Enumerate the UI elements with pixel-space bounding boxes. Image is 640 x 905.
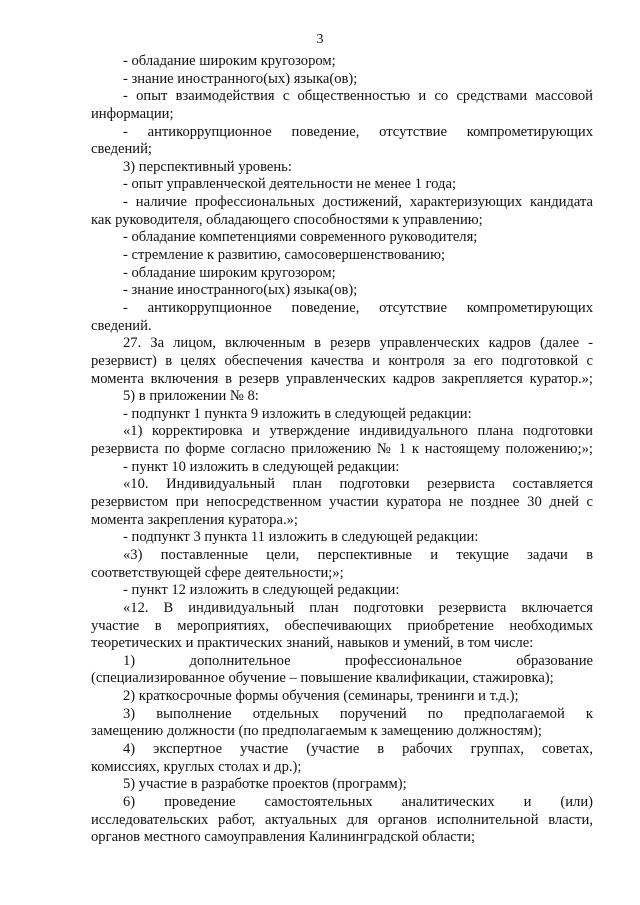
text-line: как руководителя, обладающего способностями к управлению; — [91, 211, 483, 228]
text-line: - подпункт 3 пункта 11 изложить в следующей редакции: — [123, 529, 479, 546]
text-line: - наличие профессиональных достижений, характеризующих кандидата — [123, 194, 593, 211]
text-line: резервиста по форме согласно приложению № 1 к настоящему положению;»; — [91, 441, 593, 458]
text-line: 2) краткосрочные формы обучения (семинары, тренинги и т.д.); — [123, 688, 519, 705]
text-line: - пункт 12 изложить в следующей редакции: — [123, 582, 400, 599]
text-line: - антикоррупционное поведение, отсутствие компрометирующих — [123, 123, 593, 140]
text-line: 4) экспертное участие (участие в рабочих группах, советах, — [123, 740, 593, 757]
text-line: «12. В индивидуальный план подготовки резервиста включается — [123, 599, 593, 616]
text-line: 6) проведение самостоятельных аналитических и (или) — [123, 793, 593, 810]
text-line: - опыт управленческой деятельности не менее 1 года; — [123, 176, 457, 193]
text-line: момента закрепления куратора.»; — [91, 511, 298, 528]
text-line: - обладание широким кругозором; — [123, 53, 336, 69]
text-line: «1) корректировка и утверждение индивидуального плана подготовки — [123, 423, 593, 440]
text-line: - обладание компетенциями современного руководителя; — [123, 229, 478, 246]
text-line: замещению должности (по предполагаемым к замещению должностям); — [91, 723, 542, 740]
text-line: органов местного самоуправления Калининградской области; — [91, 829, 476, 846]
text-line: - подпункт 1 пункта 9 изложить в следующей редакции: — [123, 405, 472, 422]
page-number: 3 — [316, 32, 324, 47]
text-line: 3) выполнение отдельных поручений по предполагаемой к — [123, 705, 593, 722]
document-body — [91, 53, 593, 847]
text-line: сведений. — [91, 317, 152, 334]
text-line: сведений; — [91, 141, 152, 158]
text-line: соответствующей сфере деятельности;»; — [91, 564, 344, 581]
text-line: участие в мероприятиях, обеспечивающих приобретение необходимых — [91, 617, 593, 634]
text-line: информации; — [91, 105, 174, 122]
text-line: - опыт взаимодействия с общественностью и со средствами массовой — [123, 88, 593, 105]
text-line: комиссиях, круглых столах и др.); — [91, 758, 302, 775]
text-line: 5) в приложении № 8: — [123, 388, 259, 405]
text-line: - антикоррупционное поведение, отсутствие компрометирующих — [123, 299, 593, 316]
text-line: 27. За лицом, включенным в резерв управленческих кадров (далее - — [123, 335, 593, 352]
text-line: (специализированное обучение – повышение квалификации, стажировка); — [91, 670, 554, 687]
text-line: - знание иностранного(ых) языка(ов); — [123, 70, 358, 87]
text-line: момента включения в резерв управленческих кадров закрепляется куратор.»; — [91, 370, 593, 387]
text-line: исследовательских работ, актуальных для органов исполнительной власти, — [91, 811, 593, 828]
text-line: теоретических и практических знаний, навыков и умений, в том числе: — [91, 635, 534, 652]
text-line: резервистом при непосредственном участии куратора не позднее 30 дней с — [91, 494, 593, 511]
text-line: - знание иностранного(ых) языка(ов); — [123, 282, 358, 299]
text-line: «3) поставленные цели, перспективные и текущие задачи в — [123, 546, 593, 563]
text-line: 5) участие в разработке проектов (программ); — [123, 776, 407, 793]
text-line: - обладание широким кругозором; — [123, 264, 336, 281]
text-line: 3) перспективный уровень: — [123, 158, 292, 175]
text-line: «10. Индивидуальный план подготовки резервиста составляется — [123, 476, 593, 493]
text-line: 1) дополнительное профессиональное образование — [123, 652, 593, 669]
text-line: - стремление к развитию, самосовершенствованию; — [123, 247, 446, 264]
text-line: - пункт 10 изложить в следующей редакции: — [123, 458, 400, 475]
text-line: резервист) в целях обеспечения качества и контроля за его подготовкой с — [91, 352, 593, 369]
